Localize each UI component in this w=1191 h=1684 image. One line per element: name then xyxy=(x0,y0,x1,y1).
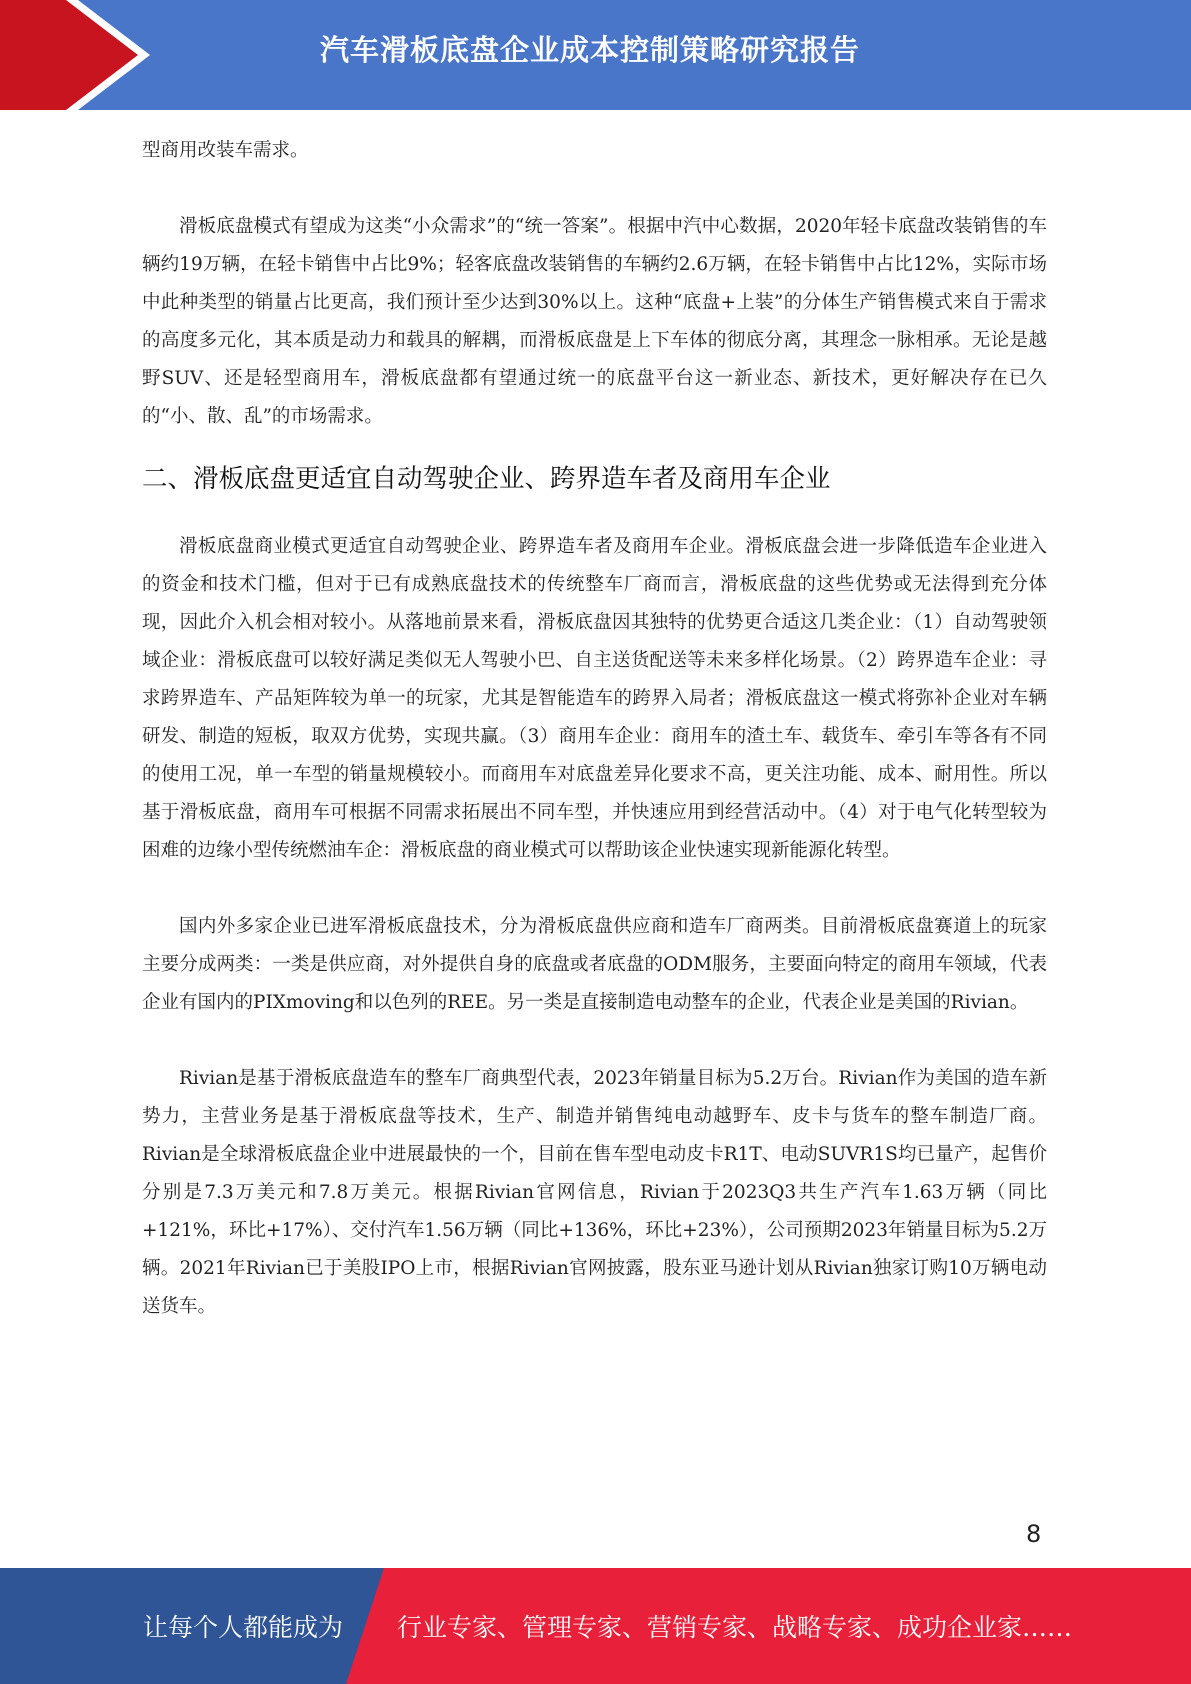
page-header xyxy=(0,0,1191,110)
document-body xyxy=(142,132,1047,1326)
paragraph: 国内外多家企业已进军滑板底盘技术，分为滑板底盘供应商和造车厂商两类。目前滑板底盘赛道上的玩家主要分成两类：一类是供应商，对外提供自身的底盘或者底盘的ODM服务，主要面向特定的商用车领域，代表企业有国内的PIXmoving和以色列的REE。另一类是直接制造电动整车的企业，代表企业是美国的Rivian。 xyxy=(142,916,1047,1013)
page-footer xyxy=(0,1568,1191,1684)
header-title: 汽车滑板底盘企业成本控制策略研究报告 xyxy=(320,33,861,67)
footer-slogan-left: 让每个人都能成为 xyxy=(143,1613,344,1642)
page-number: 8 xyxy=(1026,1520,1042,1548)
paragraph-continuation: 型商用改装车需求。 xyxy=(142,140,309,161)
paragraph: 滑板底盘模式有望成为这类“小众需求”的“统一答案”。根据中汽中心数据，2020年轻卡底盘改装销售的车辆约19万辆，在轻卡销售中占比9%；轻客底盘改装销售的车辆约2.6万辆，在轻卡销售中占比12%，实际市场中此种类型的销量占比更高，我们预计至少达到30%以上。这种“底盘+上装”的分体生产销售模式来自于需求的高度多元化，其本质是动力和载具的解耦，而滑板底盘是上下车体的彻底分离，其理念一脉相承。无论是越野SUV、还是轻型商用车，滑板底盘都有望通过统一的底盘平台这一新业态、新技术，更好解决存在已久的“小、散、乱”的市场需求。 xyxy=(142,216,1047,427)
footer-slogan-right: 行业专家、管理专家、营销专家、战略专家、成功企业家…… xyxy=(397,1613,1073,1642)
paragraph: Rivian是基于滑板底盘造车的整车厂商典型代表，2023年销量目标为5.2万台。Rivian作为美国的造车新势力，主营业务是基于滑板底盘等技术，生产、制造并销售纯电动越野车、皮卡与货车的整车制造厂商。Rivian是全球滑板底盘企业中进展最快的一个，目前在售车型电动皮卡R1T、电动SUVR1S均已量产，起售价分别是7.3万美元和7.8万美元。根据Rivian官网信息，Rivian于2023Q3共生产汽车1.63万辆（同比+121%，环比+17%）、交付汽车1.56万辆（同比+136%，环比+23%），公司预期2023年销量目标为5.2万辆。2021年Rivian已于美股IPO上市，根据Rivian官网披露，股东亚马逊计划从Rivian独家订购10万辆电动送货车。 xyxy=(142,1068,1047,1317)
paragraph: 滑板底盘商业模式更适宜自动驾驶企业、跨界造车者及商用车企业。滑板底盘会进一步降低造车企业进入的资金和技术门槛，但对于已有成熟底盘技术的传统整车厂商而言，滑板底盘的这些优势或无法得到充分体现，因此介入机会相对较小。从落地前景来看，滑板底盘因其独特的优势更合适这几类企业：（1）自动驾驶领域企业：滑板底盘可以较好满足类似无人驾驶小巴、自主送货配送等未来多样化场景。（2）跨界造车企业：寻求跨界造车、产品矩阵较为单一的玩家，尤其是智能造车的跨界入局者；滑板底盘这一模式将弥补企业对车辆研发、制造的短板，取双方优势，实现共赢。（3）商用车企业：商用车的渣土车、载货车、牵引车等各有不同的使用工况，单一车型的销量规模较小。而商用车对底盘差异化要求不高，更关注功能、成本、耐用性。所以基于滑板底盘，商用车可根据不同需求拓展出不同车型，并快速应用到经营活动中。（4）对于电气化转型较为困难的边缘小型传统燃油车企：滑板底盘的商业模式可以帮助该企业快速实现新能源化转型。 xyxy=(142,536,1047,861)
section-heading: 二、滑板底盘更适宜自动驾驶企业、跨界造车者及商用车企业 xyxy=(142,464,831,494)
